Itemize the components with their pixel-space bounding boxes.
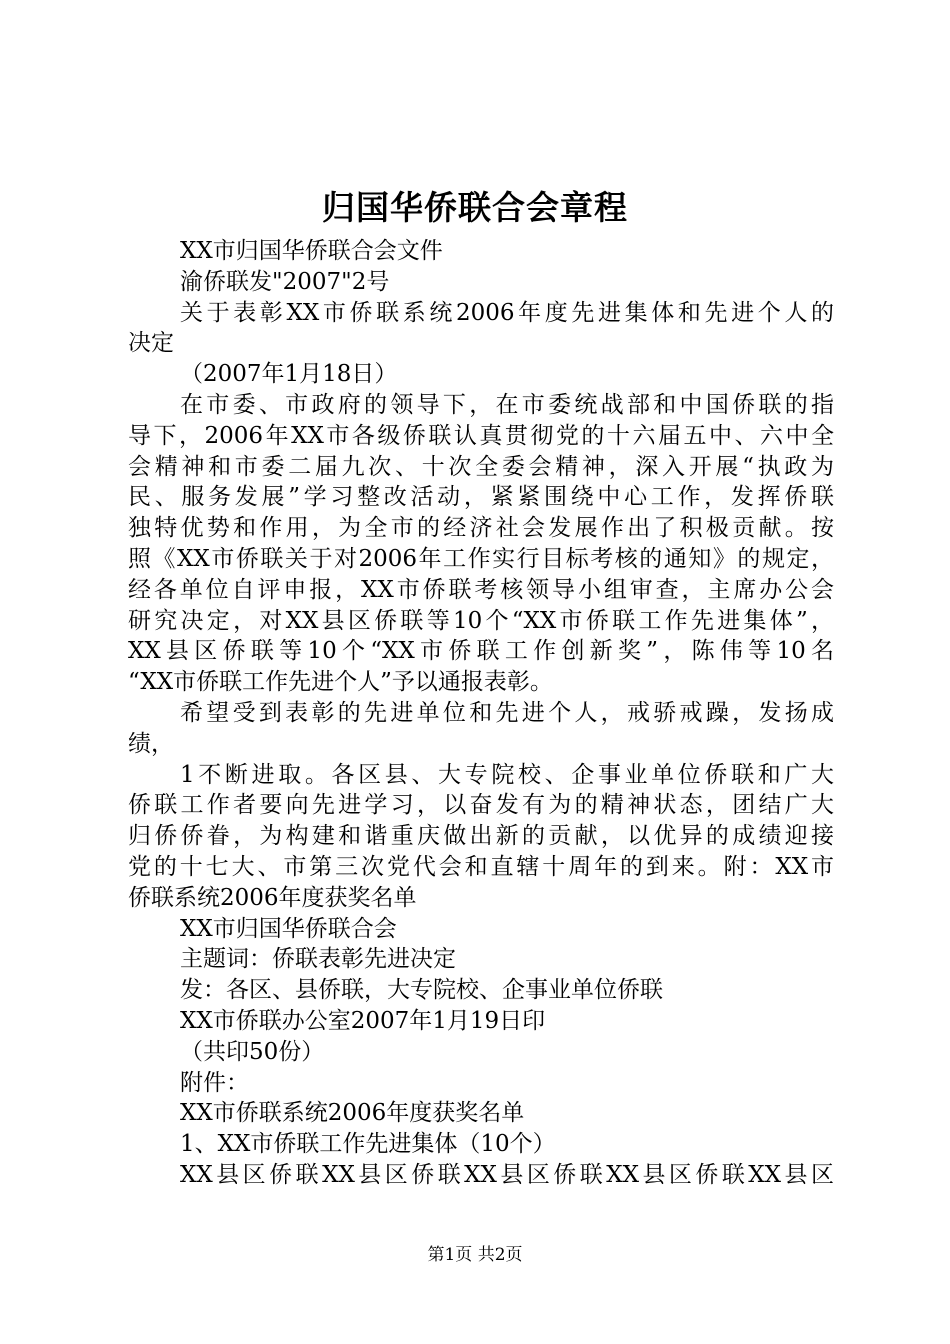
body-line: 1不断进取。各区县、大专院校、企事业单位侨联和广大 bbox=[180, 761, 834, 788]
body-line: XX市侨联系统2006年度获奖名单 bbox=[180, 1100, 525, 1127]
body-line: 侨联工作者要向先进学习，以奋发有为的精神状态，团结广大 bbox=[128, 792, 834, 819]
body-line: 研究决定，对XX县区侨联等10个“XX市侨联工作先进集体”， bbox=[128, 607, 834, 634]
body-line: 绩， bbox=[128, 730, 174, 757]
body-line: 会精神和市委二届九次、十次全委会精神，深入开展“执政为 bbox=[128, 453, 834, 480]
body-line: 经各单位自评申报，XX市侨联考核领导小组审查，主席办公会 bbox=[128, 576, 834, 603]
body-line: 民、服务发展”学习整改活动，紧紧围绕中心工作，发挥侨联 bbox=[128, 484, 834, 511]
body-line: 独特优势和作用，为全市的经济社会发展作出了积极贡献。按 bbox=[128, 515, 834, 542]
body-line: （共印50份） bbox=[180, 1038, 325, 1065]
body-line: 归侨侨眷，为构建和谐重庆做出新的贡献，以优异的成绩迎接 bbox=[128, 823, 834, 850]
body-line: XX市归国华侨联合会 bbox=[180, 915, 397, 942]
body-line: 导下，2006年XX市各级侨联认真贯彻党的十六届五中、六中全 bbox=[128, 422, 834, 449]
body-line: 附件： bbox=[180, 1069, 249, 1096]
body-line: 照《XX市侨联关于对2006年工作实行目标考核的通知》的规定， bbox=[128, 545, 834, 572]
body-line: “XX市侨联工作先进个人”予以通报表彰。 bbox=[128, 669, 553, 696]
document-body bbox=[128, 236, 834, 1191]
body-line: 决定 bbox=[128, 330, 174, 357]
body-line: 侨联系统2006年度获奖名单 bbox=[128, 884, 417, 911]
document-title: 归国华侨联合会章程 bbox=[322, 188, 628, 227]
body-line: XX县区侨联XX县区侨联XX县区侨联XX县区侨联XX县区 bbox=[180, 1161, 834, 1188]
body-line: 党的十七大、市第三次党代会和直辖十周年的到来。附：XX市 bbox=[128, 853, 834, 880]
body-line: 发：各区、县侨联，大专院校、企事业单位侨联 bbox=[180, 977, 663, 1004]
body-line: 1、XX市侨联工作先进集体（10个） bbox=[180, 1131, 556, 1158]
body-line: XX市侨联办公室2007年1月19日印 bbox=[180, 1007, 546, 1034]
body-line: （2007年1月18日） bbox=[180, 361, 398, 388]
body-line: 关于表彰XX市侨联系统2006年度先进集体和先进个人的 bbox=[180, 299, 834, 326]
body-line: XX市归国华侨联合会文件 bbox=[180, 238, 443, 264]
body-line: XX县区侨联等10个“XX市侨联工作创新奖”，陈伟等10名 bbox=[128, 638, 834, 665]
body-line: 主题词：侨联表彰先进决定 bbox=[180, 946, 456, 973]
body-line: 希望受到表彰的先进单位和先进个人，戒骄戒躁，发扬成 bbox=[180, 699, 834, 726]
page-footer: 第1页 共2页 bbox=[427, 1245, 523, 1265]
body-line: 渝侨联发"2007"2号 bbox=[180, 268, 390, 295]
body-line: 在市委、市政府的领导下，在市委统战部和中国侨联的指 bbox=[180, 391, 834, 418]
